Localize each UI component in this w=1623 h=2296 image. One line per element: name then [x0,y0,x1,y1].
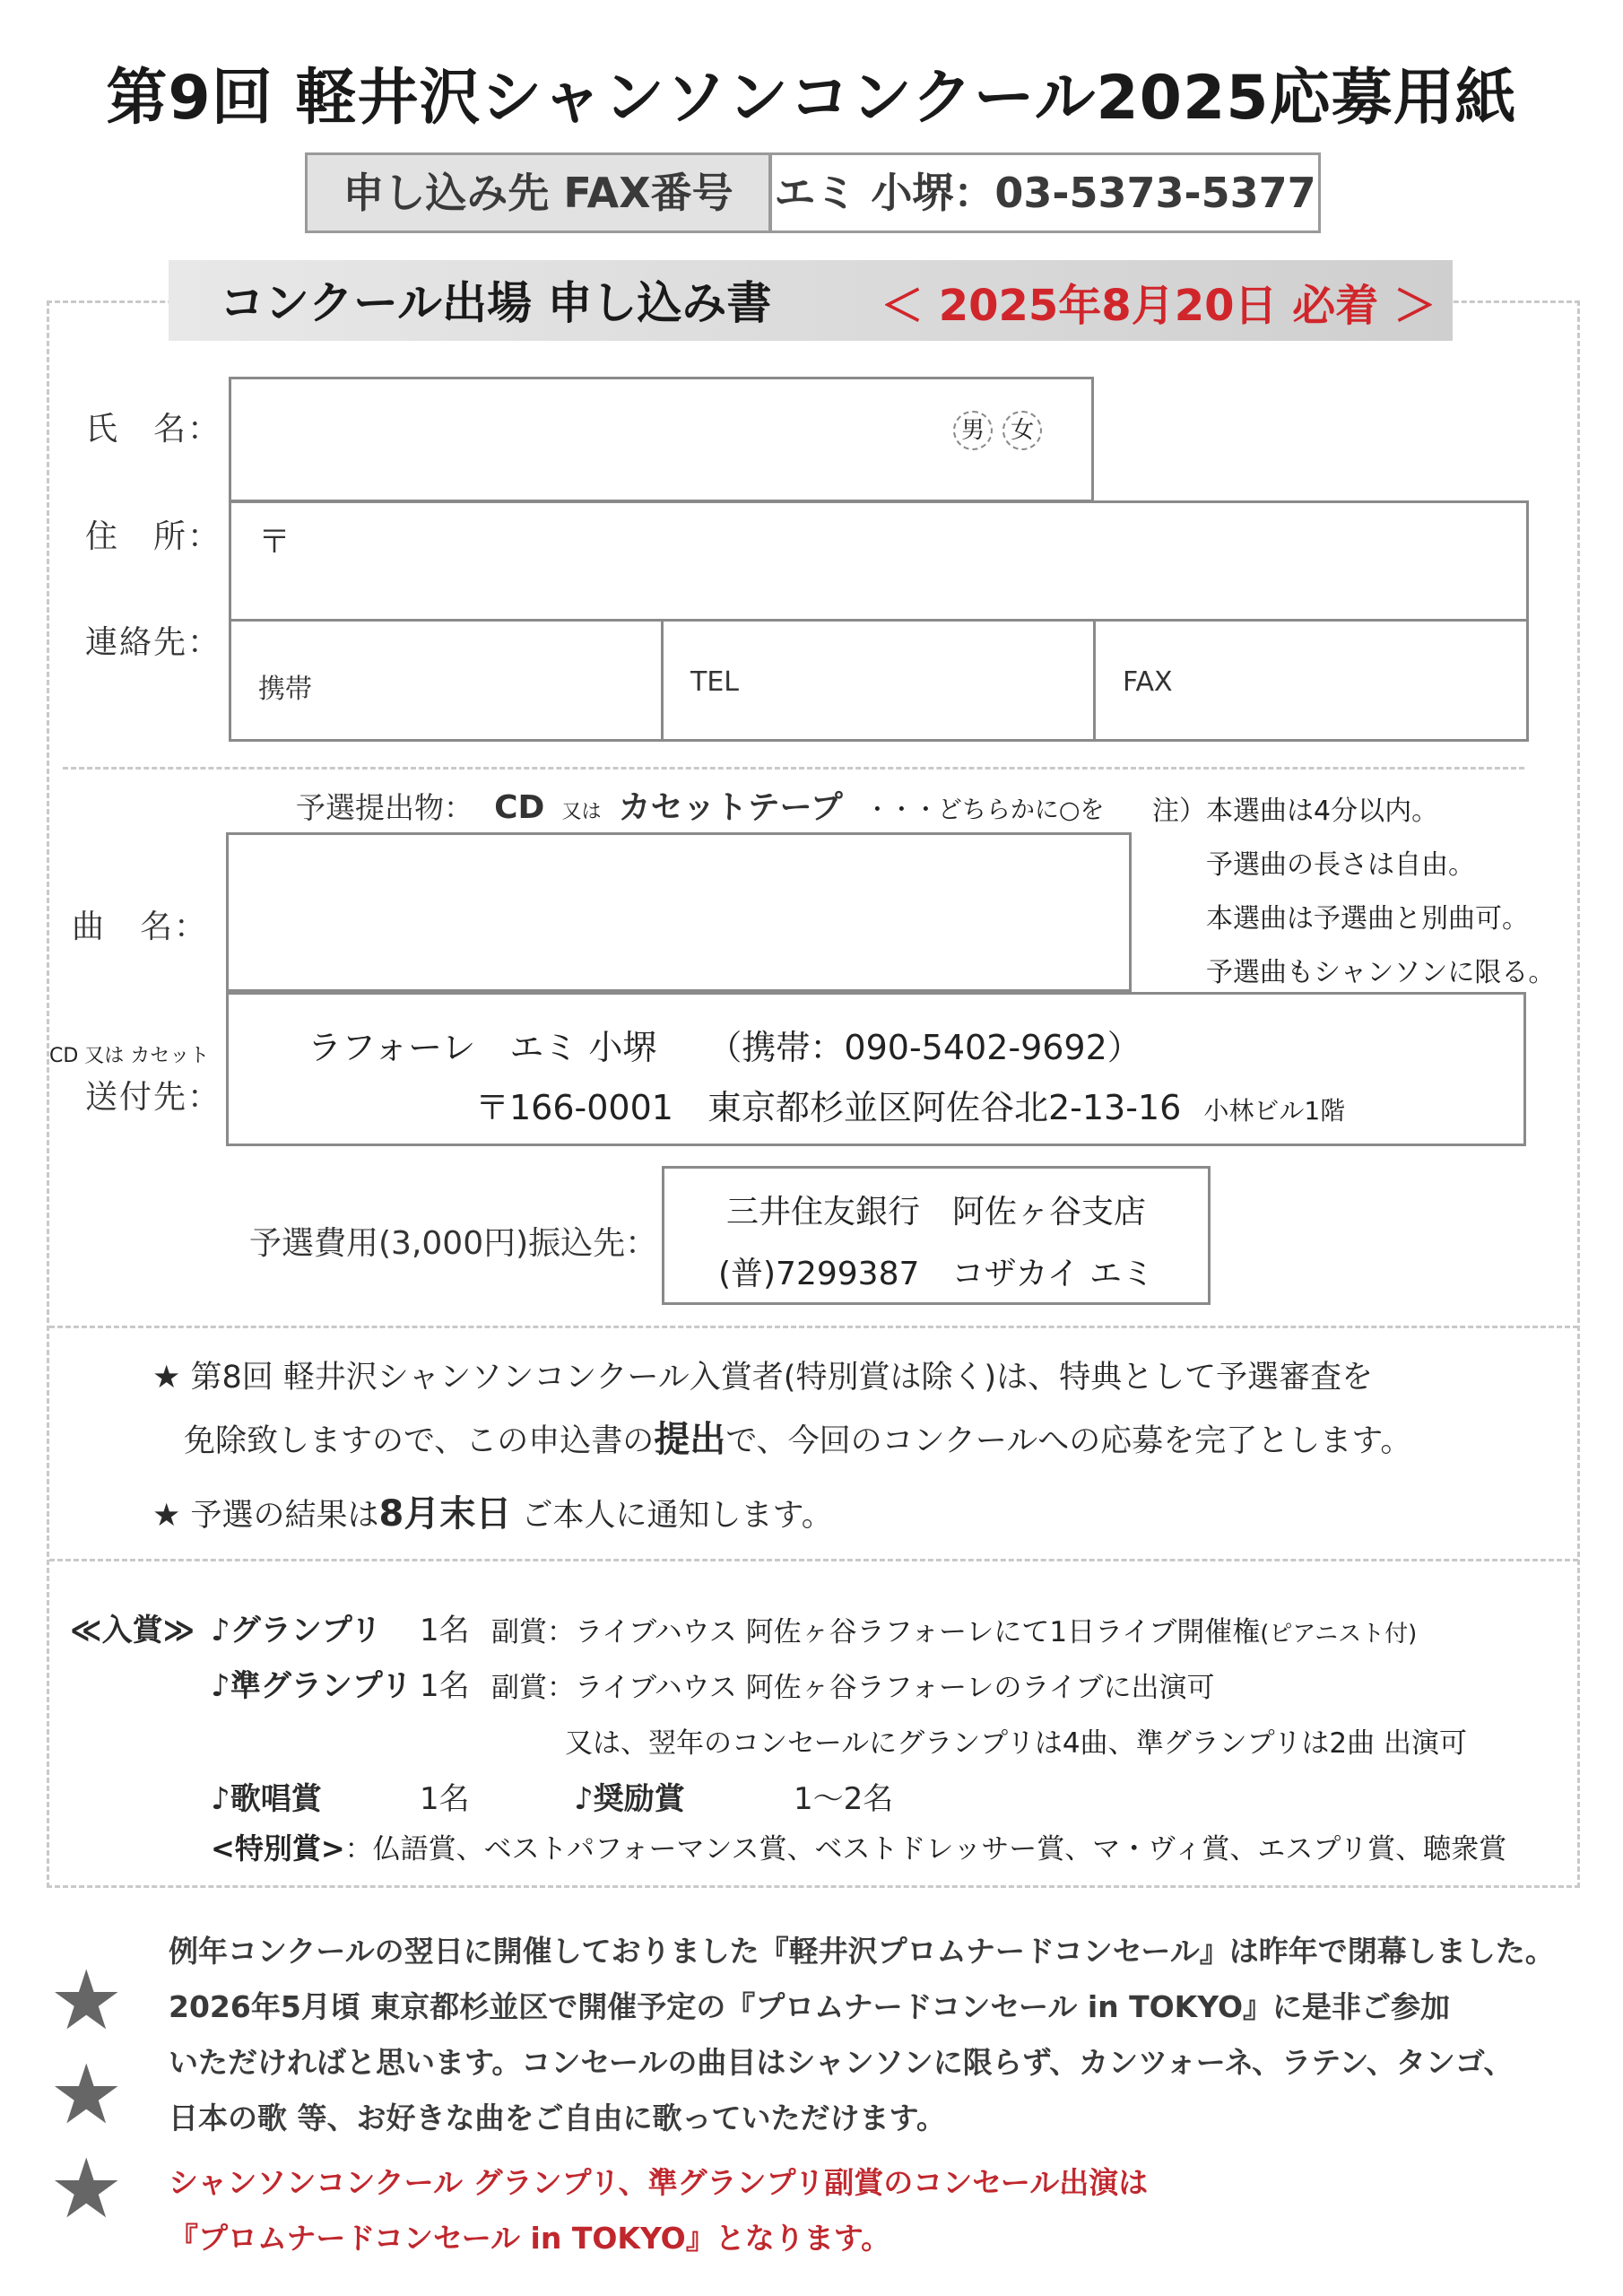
grand-prix-count: 1名 [420,1613,470,1648]
notice-2-pre: ★ 予選の結果は [152,1498,379,1534]
divider [63,767,1524,770]
grand-prix-extra: 副賞：ライブハウス 阿佐ヶ谷ラフォーレにて1日ライブ開催権 [491,1616,1261,1648]
fax-field-label: FAX [1123,666,1173,698]
divider [49,1559,1578,1561]
tel-label: TEL [690,666,739,698]
section-title: コンクール出場 申し込み書 [220,277,772,329]
submission-tape[interactable]: カセットテープ [618,789,843,826]
notice-2-post: ご本人に通知します。 [521,1498,833,1534]
special-heading: <特別賞> [211,1831,345,1866]
name-field[interactable] [229,377,1094,502]
special-list: ：仏語賞、ベストパフォーマンス賞、ベストドレッサー賞、マ・ヴィ賞、エスプリ賞、聴衆賞 [344,1833,1507,1866]
submission-label: 予選提出物： [296,790,473,825]
bottom-line-2: 2026年5月頃 東京都杉並区で開催予定の『プロムナードコンセール in TOKYO』に是非ご参加 [169,1989,1451,2024]
special-row [211,1826,1506,1867]
send-box [226,992,1526,1146]
submission-hint: ・・・どちらかに○を [864,796,1105,824]
bank-line1: 三井住友銀行 阿佐ヶ谷支店 [725,1194,1146,1231]
send-label: 送付先： [85,1079,222,1116]
notice-1b-bold: 提出 [654,1419,726,1460]
deadline: ＜ 2025年8月20日 必着 ＞ [881,281,1436,331]
bank-line2: (普)7299387 コザカイ エミ [717,1256,1155,1292]
contact-label: 連絡先： [85,624,222,661]
page-title: 第9回 軽井沢シャンソンコンクール2025応募用紙 [106,63,1517,134]
jun-extra2: 又は、翌年のコンセールにグランプリは4曲、準グランプリは2曲 出演可 [565,1727,1467,1760]
postal-mark: 〒 [258,524,291,561]
bottom-line-6: 『プロムナードコンセール in TOKYO』となります。 [169,2221,891,2256]
address-field[interactable] [229,500,1529,622]
tel-field[interactable] [661,619,1096,742]
grand-prix: ♪グランプリ [211,1613,382,1648]
note-2: 予選曲の長さは自由。 [1206,849,1475,881]
address-label: 住 所： [85,518,222,555]
mobile-field[interactable] [229,619,664,742]
fax-label: 申し込み先 FAX番号 [305,152,771,233]
fax-number: エミ 小堺：03-5373-5377 [769,152,1321,233]
jun-extra: 副賞：ライブハウス 阿佐ヶ谷ラフォーレのライブに出演可 [491,1672,1215,1704]
grand-prix-extra-small: (ピアニスト付) [1260,1621,1418,1648]
singing-prize: ♪歌唱賞 [211,1781,322,1817]
song-field[interactable] [226,832,1132,992]
singing-count: 1名 [420,1781,470,1817]
bottom-line-1: 例年コンクールの翌日に開催しておりました『軽井沢プロムナードコンセール』は昨年で閉幕しました。 [169,1934,1555,1969]
female-option[interactable]: 女 [1002,411,1042,450]
send-line2-small: 小林ビル1階 [1203,1096,1346,1126]
divider [49,1326,1578,1328]
bottom-line-5: シャンソンコンクール グランプリ、準グランプリ副賞のコンセール出演は [169,2165,1149,2200]
jun-count: 1名 [420,1668,470,1704]
fee-label: 予選費用(3,000円)振込先： [249,1225,658,1262]
submission-cd[interactable]: CD [494,789,545,826]
note-3: 本選曲は予選曲と別曲可。 [1206,903,1529,935]
notice-1a: ★ 第8回 軽井沢シャンソンコンクール入賞者(特別賞は除く)は、特典として予選審査を [152,1360,1374,1396]
submission-or: 又は [561,801,602,823]
mobile-label: 携帯 [258,674,312,705]
bottom-line-3: いただければと思います。コンセールの曲目はシャンソンに限らず、カンツォーネ、ラテン、タンゴ、 [169,2045,1514,2080]
male-option[interactable]: 男 [953,411,993,450]
name-label: 氏 名： [85,411,222,448]
notes [1152,785,1555,1000]
notice-2-bold: 8月末日 [378,1493,512,1535]
encourage-count: 1〜2名 [794,1781,894,1817]
star-icon: ★ [49,1952,124,2048]
star-icon: ★ [49,2047,124,2143]
send-label-small: CD 又は カセット [49,1045,210,1067]
jun-grand-prix: ♪準グランプリ [211,1668,412,1704]
submission-row [296,782,1104,828]
send-line2: 〒166-0001 東京都杉並区阿佐谷北2-13-16 [475,1088,1182,1127]
prize-heading: ≪入賞≫ [70,1613,195,1648]
note-4: 予選曲もシャンソンに限る。 [1206,957,1556,988]
song-label: 曲 名： [72,909,209,945]
notice-2 [152,1485,833,1536]
notice-1b-pre: 免除致しますので、この申込書の [184,1423,655,1459]
notice-1b [184,1411,1411,1462]
notice-1b-post: で、今回のコンクールへの応募を完了とします。 [725,1423,1412,1459]
send-line1: ラフォーレ エミ 小堺 （携帯：090-5402-9692） [308,1028,1141,1067]
bank-box [662,1166,1211,1305]
fax-field[interactable] [1093,619,1529,742]
star-icon: ★ [49,2141,124,2237]
note-1: 注）本選曲は4分以内。 [1152,796,1439,827]
grand-prix-extra-row [491,1609,1417,1649]
bottom-line-4: 日本の歌 等、お好きな曲をご自由に歌っていただけます。 [169,2100,946,2135]
encourage-prize: ♪奨励賞 [574,1781,685,1817]
